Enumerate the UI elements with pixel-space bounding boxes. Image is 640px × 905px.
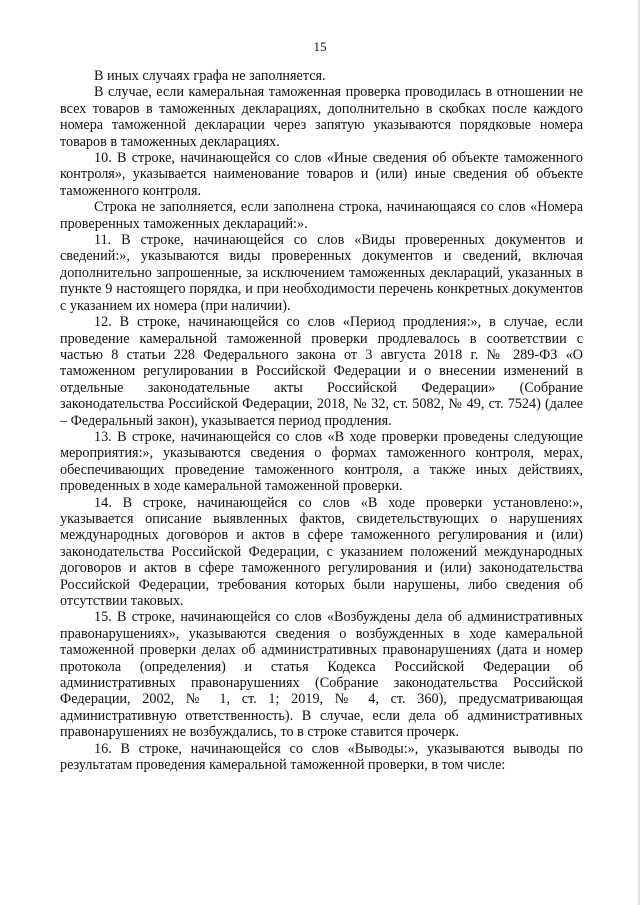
paragraph-item-15: 15. В строке, начинающейся со слов «Возбуждены дела об административных правонарушениях», указываются сведения о возбужденных в ходе камеральной таможенной проверки делах об административных правонарушениях (дата и номер протокола (определения) и статья Кодекса Российской Федерации об административных правонарушениях (Собрание законодательства Российской Федерации, 2002, № 1, ст. 1; 2019, № 4, ст. 360), предусматривающая административную ответственность). В случае, если дела об административных правонарушениях не возбуждались, то в строке ставится прочерк. [60, 609, 583, 741]
page-number: 15 [313, 39, 327, 54]
paragraph-item-13: 13. В строке, начинающейся со слов «В ходе проверки проведены следующие мероприятия:», указываются сведения о формах таможенного контроля, мерах, обеспечивающих проведение таможенного контроля, а также иных действиях, проведенных в ходе камеральной таможенной проверки. [60, 428, 583, 495]
paragraph-item-11: 11. В строке, начинающейся со слов «Виды проверенных документов и сведений:», указываются виды проверенных документов и сведений, включая дополнительно запрошенные, за исключением таможенных деклараций, указанных в пункте 9 настоящего порядка, и при необходимости перечень конкретных документов с указанием их номера (при наличии). [60, 232, 583, 314]
paragraph-partial-goods: В случае, если камеральная таможенная проверка проводилась в отношении не всех товаров в таможенных декларациях, дополнительно в скобках после каждого номера таможенной декларации через запятую указываются порядковые номера товаров в таможенных декларациях. [60, 84, 583, 150]
paragraph-item-10-note: Строка не заполняется, если заполнена строка, начинающаяся со слов «Номера проверенных таможенных деклараций:». [60, 199, 583, 232]
paragraph-item-10: 10. В строке, начинающейся со слов «Иные сведения об объекте таможенного контроля», указывается наименование товаров и (или) иные сведения об объекте таможенного контроля. [60, 150, 583, 199]
document-body [60, 68, 583, 773]
paragraph-item-16: 16. В строке, начинающейся со слов «Выводы:», указываются выводы по результатам проведения камеральной таможенной проверки, в том числе: [60, 740, 583, 774]
paragraph-item-14: 14. В строке, начинающейся со слов «В ходе проверки установлено:», указывается описание выявленных фактов, свидетельствующих о нарушениях международных договоров и актов в сфере таможенного регулирования и (или) законодательства Российской Федерации, с указанием положений международных договоров и актов в сфере таможенного регулирования и (или) законодательства Российской Федерации, требования которых были нарушены, либо сведения об отсутствии таковых. [60, 494, 583, 609]
paragraph-other-cases: В иных случаях графа не заполняется. [94, 68, 326, 84]
paragraph-item-12: 12. В строке, начинающейся со слов «Период продления:», в случае, если проведение камеральной таможенной проверки продлевалось в соответствии с частью 8 статьи 228 Федерального закона от 3 августа 2018 г. № 289-ФЗ «О таможенном регулировании в Российской Федерации и о внесении изменений в отдельные законодательные акты Российской Федерации» (Собрание законодательства Российской Федерации, 2018, № 32, ст. 5082, № 49, ст. 7524) (далее – Федеральный закон), указывается период продления. [60, 314, 583, 429]
